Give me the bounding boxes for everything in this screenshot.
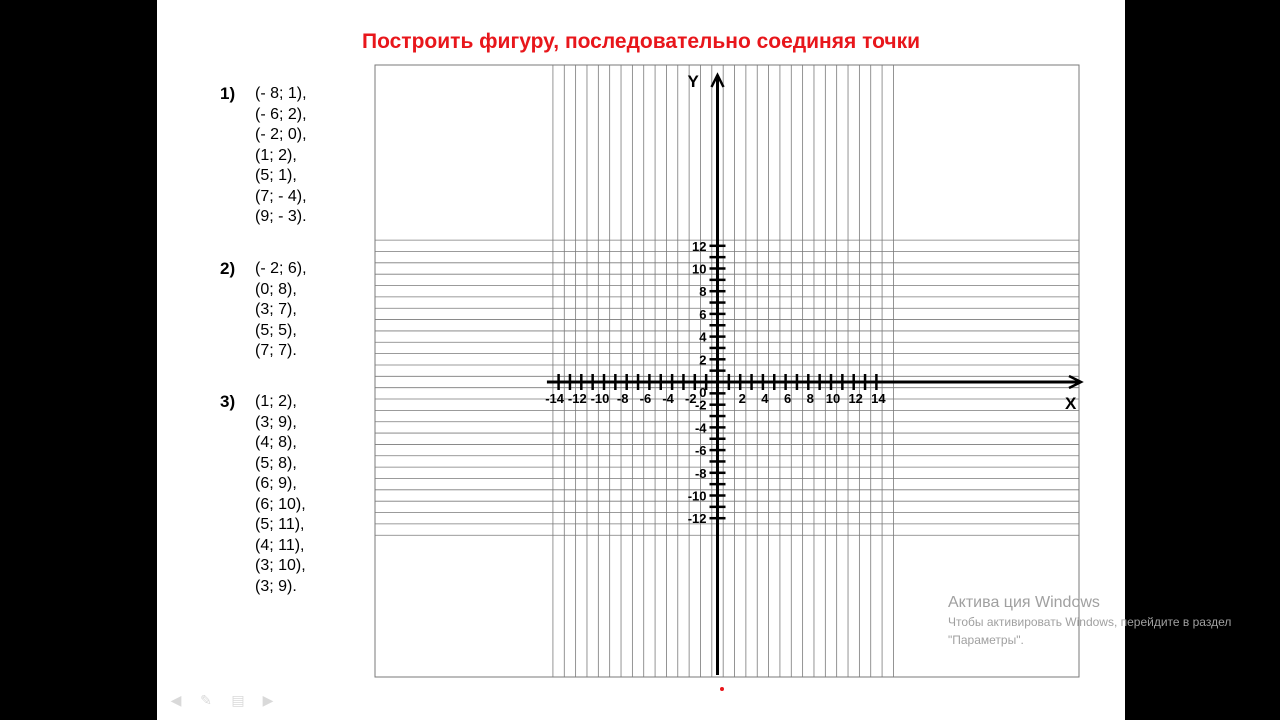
back-arrow-icon[interactable]: ◀	[170, 693, 182, 709]
x-tick-label: -10	[590, 391, 610, 406]
y-tick-label: -2	[694, 397, 707, 413]
forward-arrow-icon[interactable]: ▶	[262, 693, 274, 709]
x-tick-label: 2	[738, 391, 746, 406]
presentation-toolbar	[167, 692, 277, 712]
point-item: (6; 9),	[255, 475, 297, 492]
point-item: (7; 7).	[255, 342, 297, 359]
point-item: (4; 8),	[255, 434, 297, 451]
y-tick-label: 8	[699, 284, 707, 300]
x-tick-label: -6	[639, 391, 652, 406]
point-item: (- 8; 1),	[255, 85, 307, 102]
y-tick-label: 2	[699, 352, 707, 368]
x-tick-label: 6	[783, 391, 792, 406]
y-tick-label: 12	[692, 238, 707, 254]
x-tick-label: -8	[616, 391, 629, 406]
y-tick-label: -6	[694, 443, 707, 459]
windows-activation-watermark	[948, 593, 1248, 649]
point-item: (0; 8),	[255, 280, 297, 298]
group-number: 2)	[220, 259, 236, 278]
x-axis-name: X	[1065, 394, 1077, 413]
group-number: 3)	[220, 392, 236, 411]
y-tick-label: -12	[687, 511, 707, 527]
point-item: (5; 5),	[255, 321, 297, 339]
x-tick-label: 4	[761, 391, 769, 406]
point-item: (3; 7),	[255, 301, 297, 318]
point-item: (5; 11),	[255, 516, 305, 533]
y-tick-label: -10	[687, 488, 707, 504]
y-tick-label: 6	[699, 306, 707, 322]
point-item: (3; 9).	[255, 577, 297, 595]
point-item: (1; 2),	[255, 146, 297, 164]
origin-label: 0	[699, 385, 707, 400]
x-tick-label: -4	[662, 391, 674, 406]
group-number: 1)	[220, 84, 236, 103]
x-tick-label: -12	[567, 391, 587, 406]
point-item: (- 2; 6),	[255, 260, 307, 277]
laser-pointer-dot	[720, 687, 724, 691]
x-tick-label: -2	[685, 391, 697, 406]
grid-border	[375, 65, 1079, 677]
point-item: (7; - 4),	[255, 187, 307, 205]
point-item: (9; - 3).	[255, 208, 307, 225]
slide-title: Построить фигуру, последовательно соединяя точки	[361, 30, 921, 53]
x-tick-label: 12	[848, 391, 863, 406]
y-axis-name: Y	[687, 72, 699, 91]
point-item: (6; 10),	[255, 495, 306, 513]
point-item: (1; 2),	[255, 393, 297, 410]
point-item: (- 2; 0),	[255, 126, 307, 143]
watermark-text: Чтобы активировать Windows, перейдите в раздел "Параметры".	[948, 615, 1232, 647]
watermark-title: Актива ция Windows	[948, 594, 1100, 611]
point-item: (4; 11),	[255, 536, 305, 554]
x-tick-label: -14	[545, 391, 564, 406]
y-tick-label: 10	[692, 261, 707, 277]
pen-icon[interactable]: ✎	[200, 693, 212, 709]
y-tick-label: 4	[699, 329, 707, 345]
point-item: (- 6; 2),	[255, 105, 307, 123]
slides-menu-icon[interactable]: ▤	[231, 693, 245, 709]
x-tick-label: 10	[825, 391, 841, 406]
point-item: (3; 9),	[255, 413, 297, 431]
x-tick-label: 8	[806, 391, 814, 406]
point-item: (5; 1),	[255, 167, 297, 184]
point-item: (5; 8),	[255, 454, 297, 472]
point-item: (3; 10),	[255, 557, 306, 574]
x-tick-label: 14	[871, 391, 886, 406]
y-tick-label: -4	[694, 420, 707, 436]
y-tick-label: -8	[694, 465, 707, 481]
